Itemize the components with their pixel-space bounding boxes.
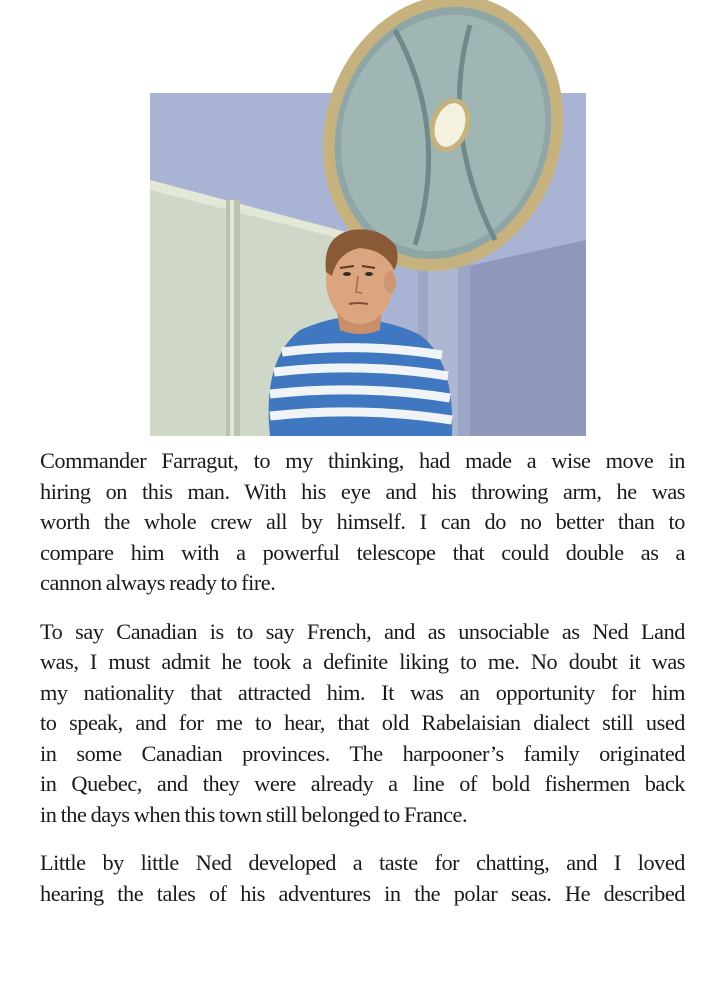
text-line: To say Canadian is to say French, and as unsociable as Ned Land	[40, 618, 685, 644]
text-line: worth the whole crew all by himself. I can do no better than to	[40, 509, 685, 534]
paragraph-3	[40, 848, 685, 909]
text-line: hiring on this man. With his eye and his throwing arm, he was	[40, 478, 685, 504]
text-line: in the days when this town still belonged to France.	[40, 801, 468, 827]
text-line: Little by little Ned developed a taste for chatting, and I loved	[40, 850, 685, 875]
text-line: in some Canadian provinces. The harpooner’s family originated	[40, 740, 685, 766]
text-line: cannon always ready to fire.	[40, 570, 276, 595]
text-line: hearing the tales of his adventures in the polar seas. He described	[40, 880, 685, 906]
paragraph-1	[40, 446, 685, 599]
text-line: in Quebec, and they were already a line of bold fishermen back	[40, 771, 685, 796]
text-line: was, I must admit he took a definite liking to me. No doubt it was	[40, 649, 685, 674]
text-line: compare him with a powerful telescope that could double as a	[40, 539, 685, 565]
paragraph-2	[40, 617, 685, 831]
text-line: Commander Farragut, to my thinking, had made a wise move in	[40, 448, 685, 473]
story-illustration	[0, 0, 720, 440]
text-line: my nationality that attracted him. It was an opportunity for him	[40, 679, 685, 705]
story-text	[40, 446, 685, 927]
text-line: to speak, and for me to hear, that old Rabelaisian dialect still used	[40, 710, 685, 735]
